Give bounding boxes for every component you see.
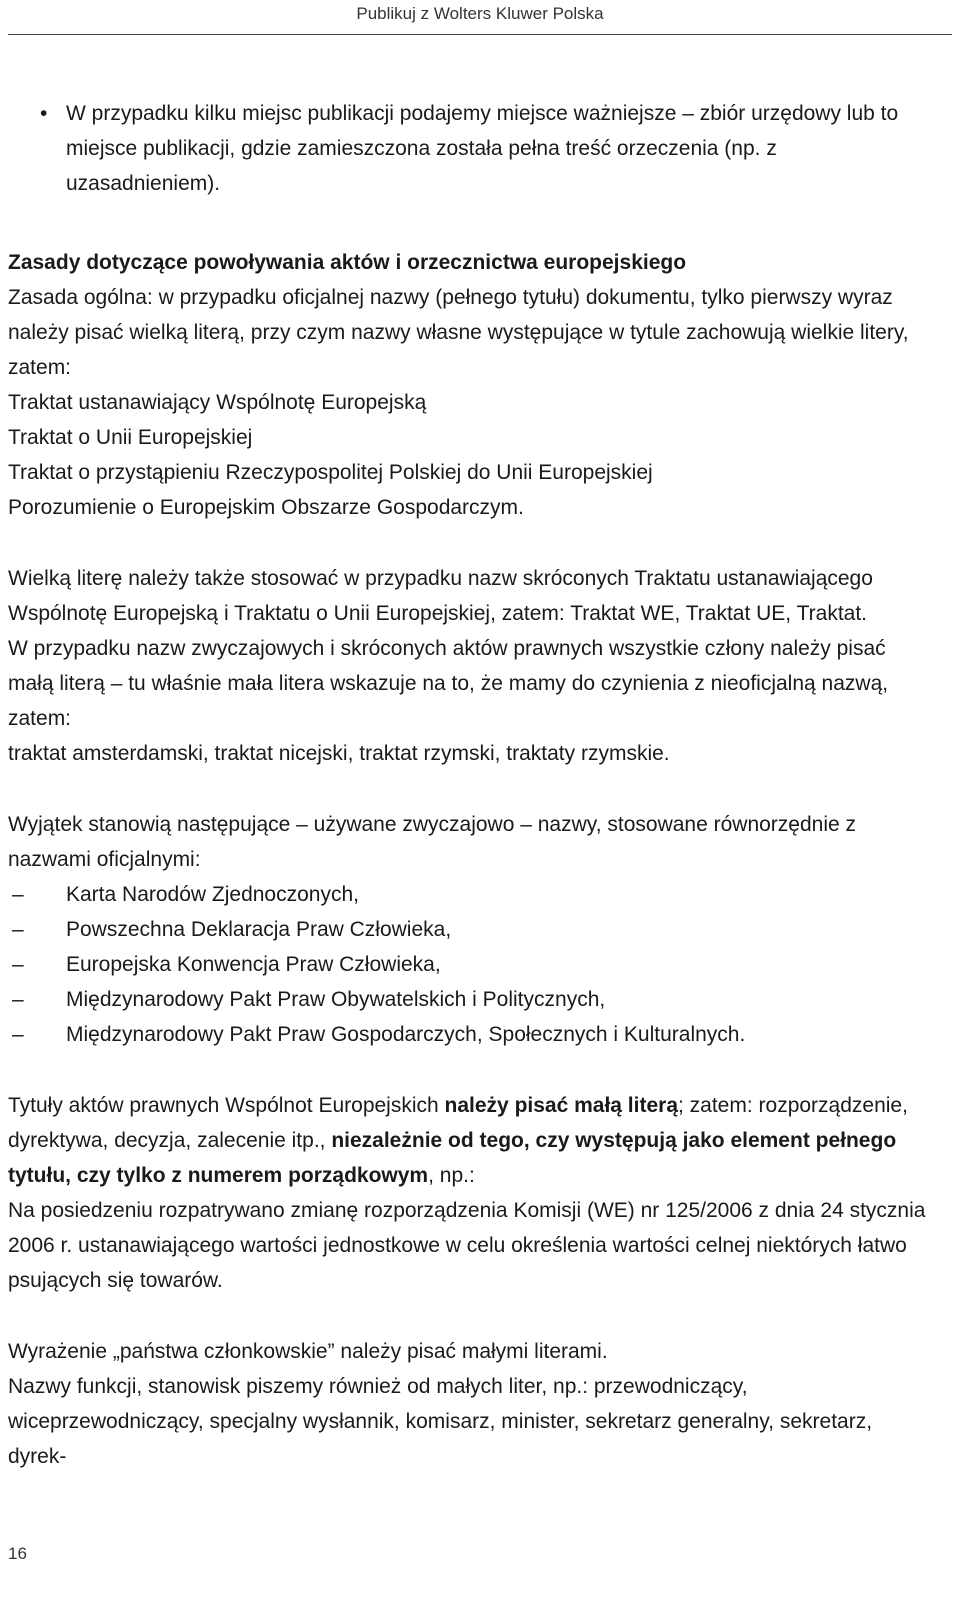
titles-bold-2: niezależnie od tego, czy występują jako element pełnego tytułu, czy tylko z numerem porządkowym: [8, 1129, 897, 1187]
titles-bold-1: należy pisać małą literą: [444, 1094, 678, 1117]
page-content: [8, 96, 934, 1474]
list-item: [8, 877, 934, 912]
example-line: Traktat o Unii Europejskiej: [8, 426, 253, 449]
titles-text-3: , np.:: [428, 1164, 475, 1187]
dash-marker: –: [12, 918, 24, 941]
paragraph-customary: W przypadku nazw zwyczajowych i skróconych aktów prawnych wszystkie człony należy pisać małą literą – tu właśnie mała litera wskazuje na to, że mamy do czynienia z nieoficjalną nazwą, zatem:: [8, 637, 889, 730]
bullet-list: [8, 96, 934, 201]
titles-text-1: Tytuły aktów prawnych Wspólnot Europejskich: [8, 1094, 445, 1117]
list-item: [8, 912, 934, 947]
page-header: [0, 0, 960, 36]
section-heading: Zasady dotyczące powoływania aktów i orzecznictwa europejskiego: [8, 251, 687, 274]
paragraph-titles: [8, 1088, 934, 1193]
header-rule: [8, 34, 952, 35]
list-item-text: Europejska Konwencja Praw Człowieka,: [66, 953, 441, 976]
bullet-text: W przypadku kilku miejsc publikacji podajemy miejsce ważniejsze – zbiór urzędowy lub to miejsce publikacji, gdzie zamieszczona została pełna treść orzeczenia (np. z uzasadnieniem).: [66, 102, 899, 195]
titles-text-2: ; zatem: rozporządzenie, dyrektywa, decyzja, zalecenie itp.,: [8, 1094, 908, 1152]
paragraph-functions: Nazwy funkcji, stanowisk piszemy również od małych liter, np.: przewodniczący, wiceprzewodniczący, specjalny wysłannik, komisarz, minister, sekretarz generalny, sekretarz, dyrek-: [8, 1375, 873, 1468]
example-line: Traktat o przystąpieniu Rzeczypospolitej Polskiej do Unii Europejskiej: [8, 461, 653, 484]
list-item: [8, 982, 934, 1017]
customary-examples: traktat amsterdamski, traktat nicejski, traktat rzymski, traktaty rzymskie.: [8, 742, 670, 765]
section-intro: Zasada ogólna: w przypadku oficjalnej nazwy (pełnego tytułu) dokumentu, tylko pierwszy wyraz należy pisać wielką literą, przy czym nazwy własne występujące w tytule zachowują wielkie litery, zatem:: [8, 286, 909, 379]
dash-marker: –: [12, 1023, 24, 1046]
list-item: [8, 947, 934, 982]
paragraph-example: Na posiedzeniu rozpatrywano zmianę rozporządzenia Komisji (WE) nr 125/2006 z dnia 24 stycznia 2006 r. ustanawiającego wartości jednostkowe w celu określenia wartości celnej niektórych łatwo psujących się towarów.: [8, 1199, 926, 1292]
list-item: [8, 1017, 934, 1052]
list-item-text: Powszechna Deklaracja Praw Człowieka,: [66, 918, 452, 941]
paragraph-member-states: Wyrażenie „państwa członkowskie” należy pisać małymi literami.: [8, 1340, 608, 1363]
bullet-marker: •: [40, 102, 48, 125]
example-line: Traktat ustanawiający Wspólnotę Europejską: [8, 391, 427, 414]
list-item-text: Międzynarodowy Pakt Praw Obywatelskich i Politycznych,: [66, 988, 606, 1011]
header-title: Publikuj z Wolters Kluwer Polska: [356, 4, 604, 23]
paragraph-exception: Wyjątek stanowią następujące – używane zwyczajowo – nazwy, stosowane równorzędnie z nazwami oficjalnymi:: [8, 813, 857, 871]
list-item-text: Karta Narodów Zjednoczonych,: [66, 883, 359, 906]
example-line: Porozumienie o Europejskim Obszarze Gospodarczym.: [8, 496, 524, 519]
exception-list: [8, 877, 934, 1052]
page-number: 16: [8, 1544, 27, 1563]
dash-marker: –: [12, 988, 24, 1011]
bullet-item: [8, 96, 934, 201]
dash-marker: –: [12, 883, 24, 906]
dash-marker: –: [12, 953, 24, 976]
paragraph-short-names: Wielką literę należy także stosować w przypadku nazw skróconych Traktatu ustanawiającego Wspólnotę Europejską i Traktatu o Unii Europejskiej, zatem: Traktat WE, Traktat UE, Traktat.: [8, 567, 873, 625]
list-item-text: Międzynarodowy Pakt Praw Gospodarczych, Społecznych i Kulturalnych.: [66, 1023, 746, 1046]
